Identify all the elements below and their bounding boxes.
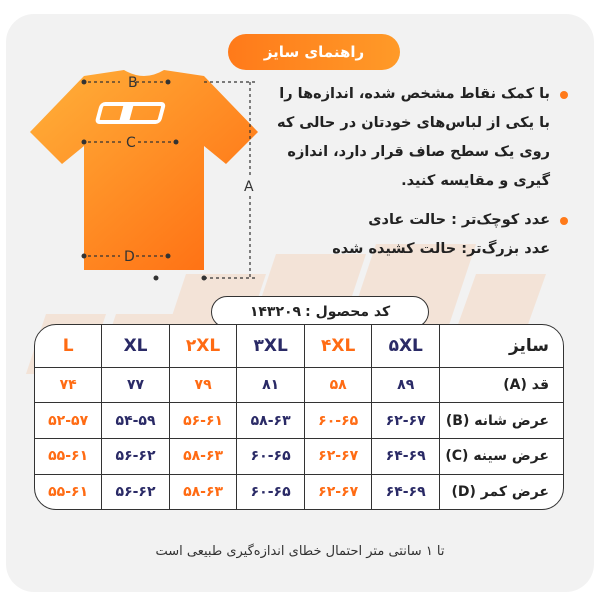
table-cell: ۵۵-۶۱ [35, 439, 102, 475]
bullet-dot-icon [560, 91, 568, 99]
row-label: عرض کمر (D) [440, 474, 564, 509]
instructions [274, 80, 568, 264]
size-header-label: سایز [440, 325, 564, 367]
label-d: D [124, 249, 135, 265]
instruction-measure [274, 80, 568, 196]
table-cell: ۶۲-۶۷ [304, 474, 372, 509]
size-xl: XL [102, 325, 170, 367]
table-cell: ۸۹ [372, 367, 440, 403]
row-label: قد (A) [440, 367, 564, 403]
table-cell: ۷۷ [102, 367, 170, 403]
table-cell: ۵۸-۶۳ [237, 403, 305, 439]
table-cell: ۵۶-۶۱ [169, 403, 237, 439]
table-row [35, 474, 563, 509]
table-cell: ۶۲-۶۷ [372, 403, 440, 439]
instruction-text: با کمک نقاط مشخص شده، اندازه‌ها را با یکی از لباس‌های خودتان در حالی که روی یک سطح صاف قرار دارد، اندازه گیری و مقایسه کنید. [277, 86, 550, 189]
table-cell: ۶۴-۶۹ [372, 439, 440, 475]
product-code-label: کد محصول : [305, 304, 391, 320]
table-cell: ۵۵-۶۱ [35, 474, 102, 509]
size-4xl: ۴XL [304, 325, 372, 367]
size-5xl: ۵XL [372, 325, 440, 367]
table-cell: ۵۶-۶۲ [102, 439, 170, 475]
tshirt-diagram [26, 66, 266, 296]
table-cell: ۶۴-۶۹ [372, 474, 440, 509]
smaller-number-note: عدد کوچک‌تر : حالت عادی [368, 212, 550, 228]
size-table [34, 324, 564, 510]
table-row [35, 439, 563, 475]
table-cell: ۷۹ [169, 367, 237, 403]
label-a: A [244, 179, 254, 195]
table-cell: ۵۶-۶۲ [102, 474, 170, 509]
larger-number-note: عدد بزرگ‌تر: حالت کشیده شده [332, 241, 550, 257]
table-cell: ۶۰-۶۵ [237, 474, 305, 509]
table-cell: ۷۴ [35, 367, 102, 403]
instruction-numbers [274, 206, 568, 264]
size-l: L [35, 325, 102, 367]
table-cell: ۶۲-۶۷ [304, 439, 372, 475]
table-cell: ۵۸-۶۳ [169, 474, 237, 509]
table-cell: ۸۱ [237, 367, 305, 403]
table-row [35, 367, 563, 403]
size-2xl: ۲XL [169, 325, 237, 367]
table-cell: ۶۰-۶۵ [237, 439, 305, 475]
table-cell: ۵۸ [304, 367, 372, 403]
row-label: عرض شانه (B) [440, 403, 564, 439]
table-cell: ۶۰-۶۵ [304, 403, 372, 439]
product-code-value: ۱۴۳۲۰۹ [249, 304, 302, 320]
label-c: C [126, 135, 136, 151]
table-header-row [35, 325, 563, 367]
size-3xl: ۳XL [237, 325, 305, 367]
row-label: عرض سینه (C) [440, 439, 564, 475]
label-b: B [128, 75, 138, 91]
table-cell: ۵۲-۵۷ [35, 403, 102, 439]
table-row [35, 403, 563, 439]
page-title: راهنمای سایز [228, 34, 400, 70]
size-guide-card [6, 14, 594, 592]
bullet-dot-icon [560, 217, 568, 225]
measurement-error-note: تا ۱ سانتی متر احتمال خطای اندازه‌گیری طبیعی است [155, 544, 445, 559]
table-cell: ۵۸-۶۳ [169, 439, 237, 475]
table-cell: ۵۴-۵۹ [102, 403, 170, 439]
